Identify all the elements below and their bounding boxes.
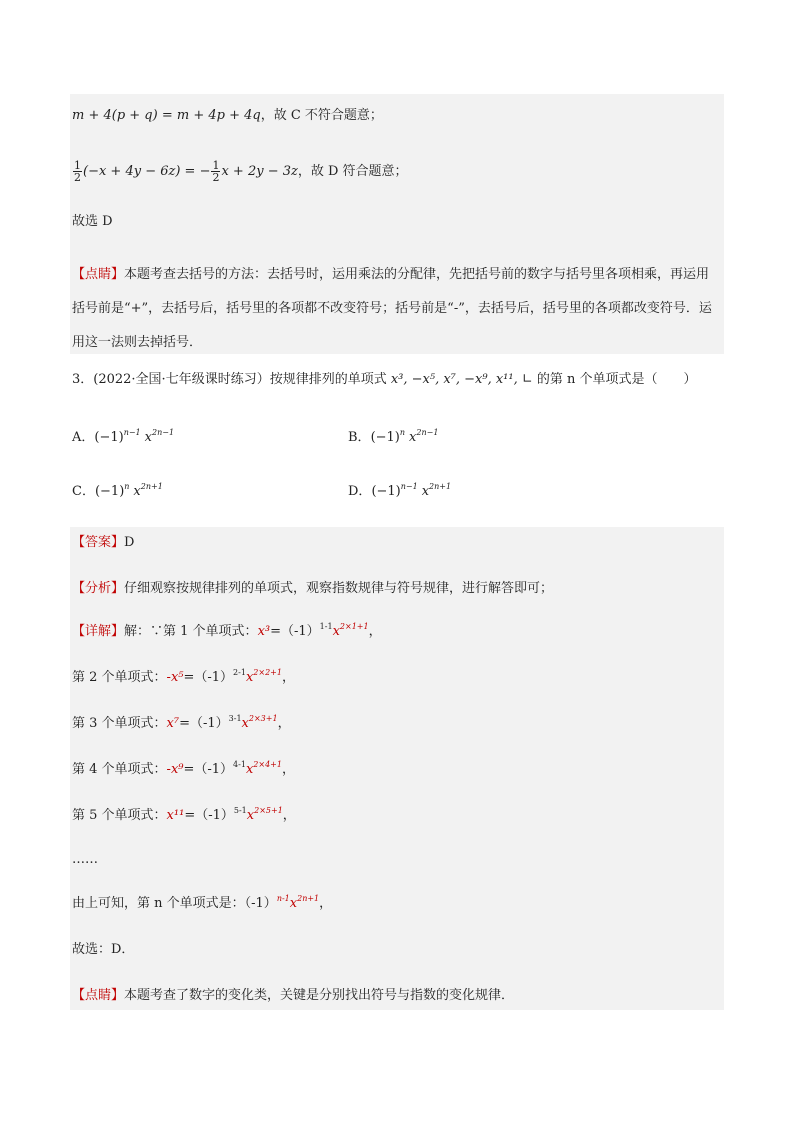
term-2: -x⁵ [166, 670, 184, 685]
option-b-base: (−1) [370, 430, 400, 445]
option-c-exp: n [124, 482, 130, 491]
term-5-exp2: 2×5+1 [254, 806, 283, 815]
detail-tag: 【详解】 [72, 624, 125, 639]
term-2-exp2: 2×2+1 [253, 668, 282, 677]
term-2-lead: 第 2 个单项式： [72, 670, 167, 685]
general-var: x [289, 896, 298, 911]
option-b-exp2: 2n−1 [416, 428, 439, 437]
prev-line-d [72, 160, 408, 183]
term-1-end: ， [368, 624, 382, 639]
tip [72, 986, 514, 1006]
option-d-base: (−1) [371, 484, 401, 499]
term-4-var: x [245, 762, 254, 777]
option-d-var: x [421, 484, 430, 499]
option-b-exp: n [399, 428, 406, 437]
expr-d-right: x + 2y − 3z [221, 164, 298, 179]
detail-line-3 [72, 714, 291, 734]
expr-c: m + 4(p + q) = m + 4p + 4q [72, 108, 261, 123]
detail-intro: 解：∵第 1 个单项式： [124, 624, 258, 639]
general-exp: n-1 [276, 894, 290, 903]
term-4-exp2: 2×4+1 [253, 760, 282, 769]
option-b-label: B． [348, 430, 371, 445]
detail-line-4 [72, 760, 295, 780]
option-d[interactable] [348, 482, 451, 502]
general-term [72, 894, 332, 914]
tip-text: 本题考查了数字的变化类，关键是分别找出符号与指数的变化规律． [124, 988, 515, 1003]
term-1-exp: 1-1 [319, 622, 333, 631]
question-sequence: x³, −x⁵, x⁷, −x⁹, x¹¹, ∟ [390, 372, 533, 387]
term-3-end: ， [277, 716, 291, 731]
term-3: x⁷ [166, 716, 180, 731]
option-d-exp2: 2n+1 [429, 482, 452, 491]
option-c-var: x [133, 484, 141, 499]
analysis-tag: 【分析】 [72, 581, 125, 596]
analysis-text: 仔细观察按规律排列的单项式，观察指数规律与符号规律，进行解答即可； [124, 581, 554, 596]
prev-tip-tag: 【点睛】 [72, 267, 125, 282]
term-4: -x⁹ [166, 762, 184, 777]
option-c-label: C． [72, 484, 95, 499]
term-5: x¹¹ [166, 808, 185, 823]
term-3-exp2: 2×3+1 [248, 714, 278, 723]
answer [72, 533, 134, 553]
detail-line-5 [72, 806, 296, 826]
option-d-exp: n−1 [400, 482, 418, 491]
expr-c-tail: ，故 C 不符合题意； [260, 108, 383, 123]
detail-line-1 [72, 622, 382, 642]
term-2-exp: 2-1 [233, 668, 246, 677]
term-4-eq: =（-1） [183, 762, 234, 777]
option-b[interactable] [348, 428, 438, 448]
term-3-eq: =（-1） [179, 716, 229, 731]
term-1: x³ [257, 624, 271, 639]
general-lead: 由上可知，第 n 个单项式是：（-1） [72, 896, 277, 911]
question-prefix: 3．(2022·全国·七年级课时练习）按规律排列的单项式 [72, 372, 391, 387]
term-1-exp2: 2×1+1 [339, 622, 369, 631]
expr-d-tail: ，故 D 符合题意； [297, 164, 408, 179]
term-1-var: x [332, 624, 340, 639]
term-1-eq: =（-1） [270, 624, 320, 639]
general-exp2: 2n+1 [297, 894, 320, 903]
option-a[interactable] [72, 428, 174, 448]
prev-line-c [72, 106, 383, 126]
term-2-eq: =（-1） [183, 670, 234, 685]
analysis [72, 579, 553, 599]
fraction-half: $\frac{1}{2}$ [74, 159, 81, 184]
ellipsis: …… [72, 852, 98, 867]
option-a-base: (−1) [94, 430, 124, 445]
term-3-var: x [241, 716, 249, 731]
fraction-half-2: $\frac{1}{2}$ [212, 159, 220, 184]
detail-line-2 [72, 668, 295, 688]
option-b-var: x [409, 430, 417, 445]
prev-tip [72, 258, 720, 360]
option-c-base: (−1) [94, 484, 125, 499]
question-3 [72, 370, 697, 390]
option-a-label: A． [72, 430, 95, 445]
term-3-lead: 第 3 个单项式： [72, 716, 167, 731]
general-end: ， [319, 896, 333, 911]
answer-tag: 【答案】 [72, 535, 125, 550]
expr-d-left: (−x + 4y − 6z) = − [83, 164, 211, 179]
term-5-exp: 5-1 [233, 806, 247, 815]
question-suffix: 的第 n 个单项式是（ ） [532, 372, 697, 387]
option-a-exp2: 2n−1 [152, 428, 175, 437]
option-a-var: x [144, 430, 152, 445]
term-3-exp: 3-1 [228, 714, 242, 723]
answer-text: D [124, 535, 135, 550]
option-d-label: D． [348, 484, 372, 499]
tip-tag: 【点睛】 [72, 988, 125, 1003]
term-5-eq: =（-1） [184, 808, 234, 823]
option-a-exp: n−1 [123, 428, 141, 437]
option-c[interactable] [72, 482, 163, 502]
detail-choose: 故选：D． [72, 942, 135, 957]
term-4-exp: 4-1 [233, 760, 246, 769]
option-c-exp2: 2n+1 [140, 482, 163, 491]
term-5-var: x [246, 808, 255, 823]
term-4-lead: 第 4 个单项式： [72, 762, 167, 777]
term-2-end: ， [281, 670, 295, 685]
prev-choose: 故选 D [72, 214, 113, 229]
term-4-end: ， [281, 762, 295, 777]
prev-tip-text: 本题考查去括号的方法：去括号时，运用乘法的分配律，先把括号前的数字与括号里各项相乘，再运用括号前是“+”，去括号后，括号里的各项都不改变符号；括号前是“-”，去括号后，括号里的各项都改变符号．运用这一法则去掉括号． [72, 267, 712, 350]
term-5-lead: 第 5 个单项式： [72, 808, 167, 823]
term-2-var: x [245, 670, 254, 685]
term-5-end: ， [282, 808, 296, 823]
